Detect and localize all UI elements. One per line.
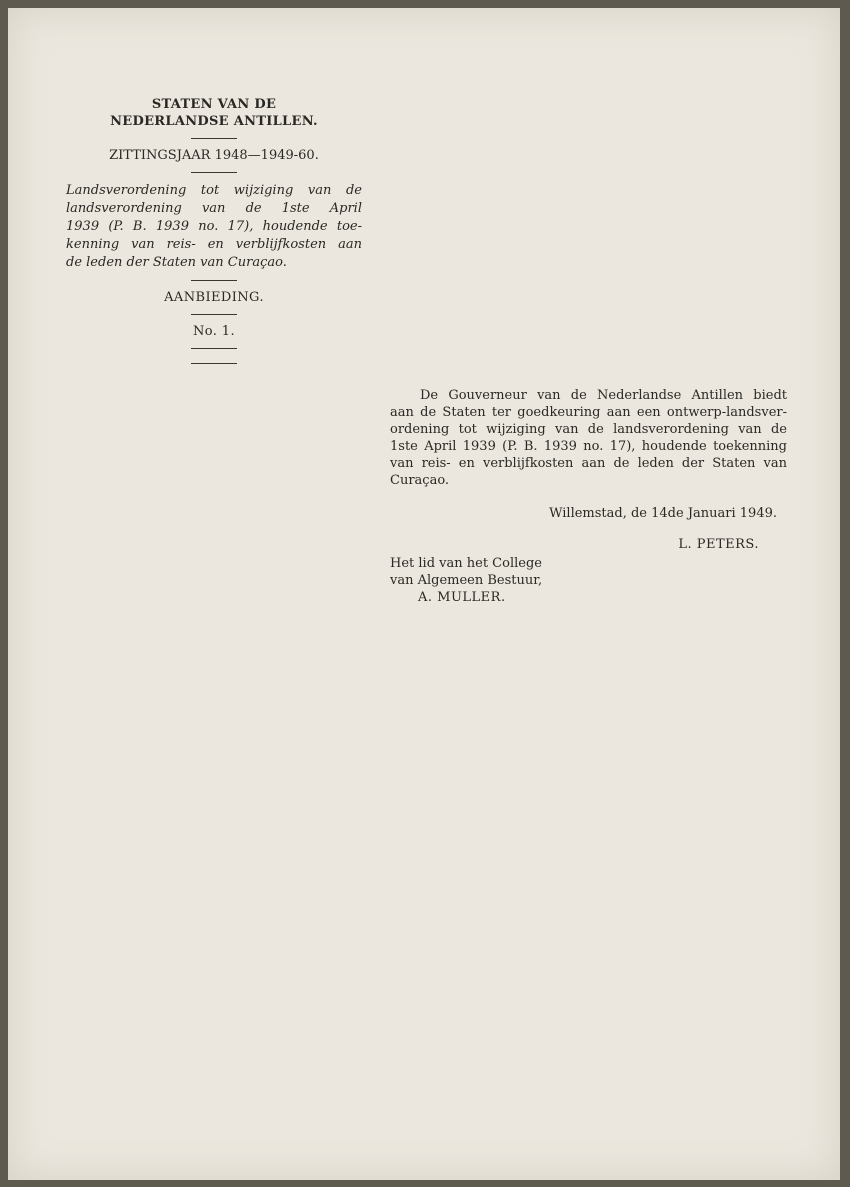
- divider: [191, 363, 237, 364]
- institution-title-line-1: STATEN VAN DE: [151, 97, 277, 112]
- divider: [191, 348, 237, 349]
- place-date-line: Willemstad, de 14de Januari 1949.: [549, 506, 777, 521]
- countersignature-block: [390, 555, 787, 606]
- document-page: [8, 8, 840, 1180]
- divider: [191, 314, 237, 315]
- subject-line: de leden der Staten van Curaçao.: [66, 255, 287, 270]
- subject-line: landsverordening van de 1ste April: [66, 201, 362, 216]
- institution-title: [64, 96, 364, 130]
- divider: [191, 172, 237, 173]
- letter-body: [390, 387, 787, 489]
- member-title-line-1: Het lid van het College: [390, 556, 542, 571]
- session-year: ZITTINGSJAAR 1948—1949-60.: [109, 148, 319, 163]
- subject-line: 1939 (P. B. 1939 no. 17), houdende toe-: [66, 219, 362, 234]
- body-line: Curaçao.: [390, 473, 450, 488]
- subject-line: kenning van reis- en verblijfkosten aan: [66, 237, 362, 252]
- body-line: ordening tot wijziging van de landsverordening van de: [390, 422, 787, 437]
- divider: [191, 138, 237, 139]
- body-line: van reis- en verblijfkosten aan de leden der Staten van: [390, 456, 787, 471]
- subject-line: Landsverordening tot wijziging van de: [66, 183, 362, 198]
- document-header-block: [64, 96, 364, 373]
- divider: [191, 280, 237, 281]
- document-number: No. 1.: [192, 324, 236, 339]
- body-line: De Gouverneur van de Nederlandse Antillen biedt: [420, 388, 787, 403]
- body-line: aan de Staten ter goedkeuring aan een ontwerp-landsver-: [390, 405, 787, 420]
- governor-signature: L. PETERS.: [678, 537, 759, 552]
- offer-letter: [390, 387, 787, 606]
- institution-title-line-2: NEDERLANDSE ANTILLEN.: [110, 114, 318, 129]
- member-name: A. MULLER.: [418, 590, 506, 605]
- subject-description: [66, 182, 362, 272]
- member-title-line-2: van Algemeen Bestuur,: [390, 573, 543, 588]
- document-type: AANBIEDING.: [164, 290, 264, 305]
- body-line: 1ste April 1939 (P. B. 1939 no. 17), houdende toekenning: [390, 439, 787, 454]
